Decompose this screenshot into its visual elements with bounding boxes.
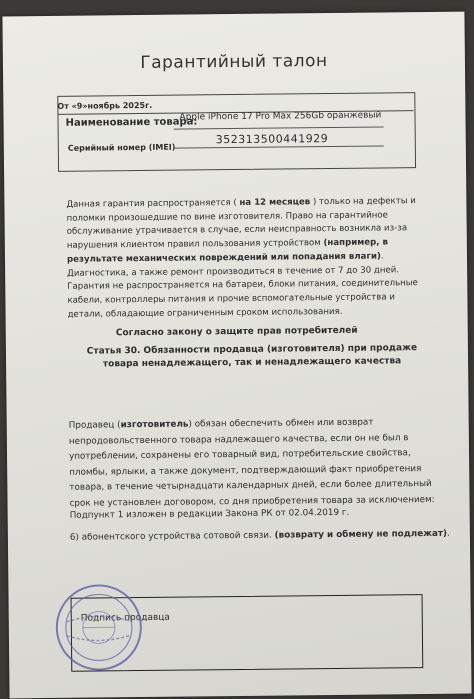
seller-text-2: ) обязан обеспечить обмен или возврат непродовольственного товара надлежащего качества, если он не был в употреблении, сохранены его товарный вид, потребительские свойства, пломбы, ярлыки, а также документ, подтверждающий факт приобретения товара, в течение четырнадцати календарных дней, если более длительный срок не установлен договором, со дня приобретения товара за исключением: xyxy=(68,417,435,509)
imei-label: Серийный номер (IMEI) xyxy=(67,142,176,153)
imei-value: 352313500441929 xyxy=(215,132,329,147)
guarantee-period: на 12 месяцев xyxy=(239,197,311,208)
guarantee-terms xyxy=(66,195,425,322)
seller-text-1: Продавец ( xyxy=(68,420,121,431)
item6-text: 6) абонентского устройства сотовой связи. xyxy=(69,530,275,543)
guarantee-text-3: . Диагностика, а также ремонт производиться в течение от 7 до 30 дней. Гарантия не распространяется на батареи, блоки питания, соединительные кабели, контроллеры питания и прочие вспомогательные устройства и детали, обладающие ограниченным сроком использования. xyxy=(67,251,418,320)
guarantee-text-1: Данная гарантия распространяется ( xyxy=(66,197,240,210)
item6-no-return: (возврату и обмену не подлежат) xyxy=(274,528,448,541)
item6-end: . xyxy=(446,528,450,539)
warranty-sheet xyxy=(2,12,471,699)
product-label: Наименование товара: xyxy=(65,116,198,129)
law-article: Статья 30. Обязанности продавца (изготовителя) при продаже товара ненадлежащего, так и ненадлежащего качества xyxy=(86,343,418,370)
seal-stamp-icon xyxy=(52,581,145,674)
seller-obligations xyxy=(69,415,442,512)
signature-label: Подпись продавца xyxy=(80,612,170,624)
product-value: Apple iPhone 17 Pro Max 256Gb оранжевый xyxy=(179,110,382,123)
seller-manufacturer: изготовитель xyxy=(120,419,189,431)
guarantee-exclusion: (например, в результате механических повреждений или попадания влаги) xyxy=(66,237,389,265)
exception-item-6 xyxy=(70,529,450,543)
subpoint-note: Подпункт 1 изложен в редакции Закона РК от 02.04.2019 г. xyxy=(69,507,350,521)
document-title: Гарантийный талон xyxy=(140,51,328,73)
issue-date: От «9»ноябрь 2025г. xyxy=(57,100,153,111)
guarantee-text-2: ) только на дефекты и поломки произошедшие по вине изготовителя. Право на гарантийное обслуживание утрачивается в случае, если неисправность возникла из-за нарушения клиентом правил пользования устройством xyxy=(66,196,416,251)
law-heading: Согласно закону о защите прав потребителей xyxy=(115,325,358,339)
